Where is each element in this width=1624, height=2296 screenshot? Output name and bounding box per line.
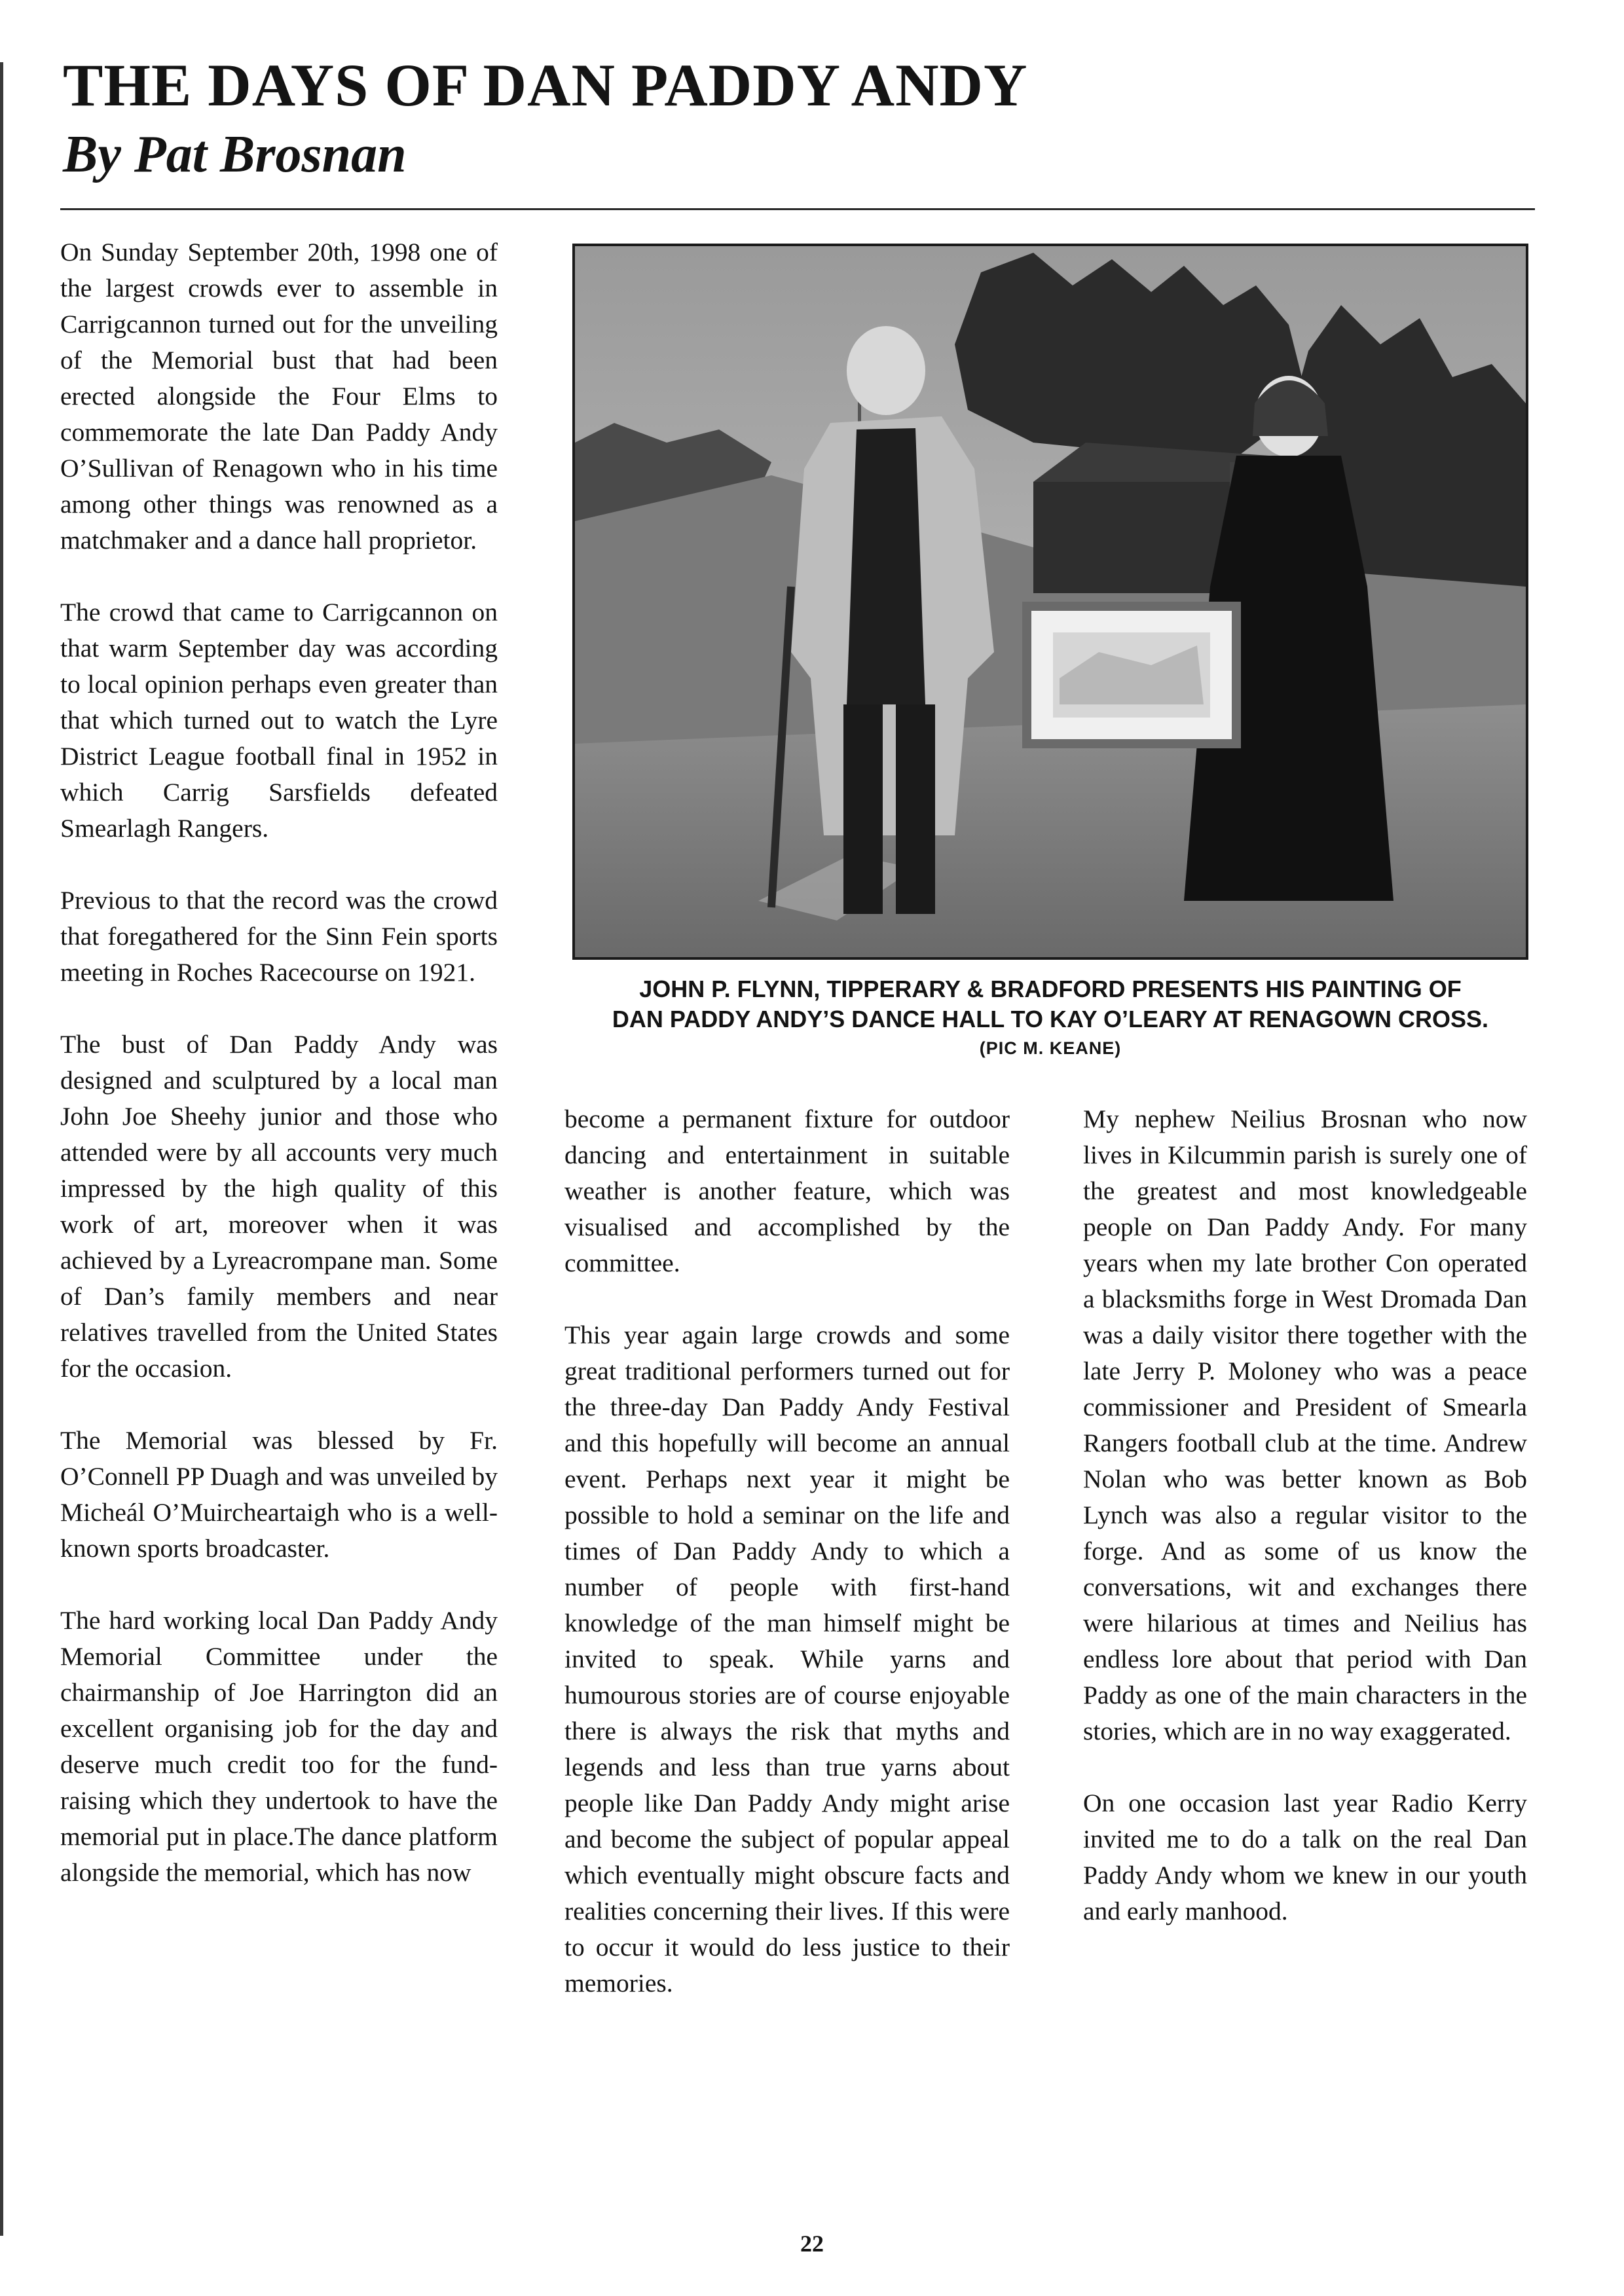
- paragraph: The Memorial was blessed by Fr. O’Connell PP Duagh and was unveiled by Micheál O’Muircheartaigh who is a well-known sports broadcaster.: [60, 1426, 498, 1563]
- page-number: 22: [800, 2231, 824, 2257]
- paragraph: Previous to that the record was the crowd that foregathered for the Sinn Fein sports meeting in Roches Racecourse on 1921.: [60, 886, 498, 987]
- article-title: THE DAYS OF DAN PADDY ANDY: [63, 52, 1028, 118]
- paragraph: This year again large crowds and some great traditional performers turned out for the three-day Dan Paddy Andy Festival and this hopefully will become an annual event. Perhaps next year it might be possible to hold a seminar on the life and times of Dan Paddy Andy to which a number of people with first-hand knowledge of the man himself might be invited to speak. While yarns and humourous stories are of course enjoyable there is always the risk that myths and legends and less than true yarns about people like Dan Paddy Andy might arise and become the subject of popular appeal which eventually might obscure facts and realities concerning their lives. If this were to occur it would do less justice to their memories.: [564, 1321, 1010, 1997]
- article-byline: By Pat Brosnan: [63, 126, 407, 183]
- text-column-3: [1083, 1101, 1527, 1929]
- caption-line: JOHN P. FLYNN, TIPPERARY & BRADFORD PRESENTS HIS PAINTING OF: [639, 975, 1462, 1002]
- text-column-1: [60, 234, 498, 1891]
- header-rule: [60, 208, 1535, 210]
- photo-illustration: [575, 246, 1526, 957]
- paragraph: become a permanent fixture for outdoor dancing and entertainment in suitable weather is another feature, which was visualised and accomplished by the committee.: [564, 1104, 1010, 1277]
- photo-credit: (PIC M. KEANE): [979, 1038, 1122, 1058]
- paragraph: On Sunday September 20th, 1998 one of the largest crowds ever to assemble in Carrigcannon turned out for the unveiling of the Memorial bust that had been erected alongside the Four Elms to commemorate the late Dan Paddy Andy O’Sullivan of Renagown who in his time among other things was renowned as a matchmaker and a dance hall proprietor.: [60, 238, 498, 555]
- photo-caption: [572, 974, 1528, 1034]
- paragraph: The hard working local Dan Paddy Andy Memorial Committee under the chairmanship of Joe Harrington did an excellent organising job for the day and deserve much credit too for the fund-raising which they undertook to have the memorial put in place.The dance platform alongside the memorial, which has now: [60, 1606, 498, 1887]
- paragraph: On one occasion last year Radio Kerry invited me to do a talk on the real Dan Paddy Andy whom we knew in our youth and early manhood.: [1083, 1789, 1527, 1925]
- paragraph: My nephew Neilius Brosnan who now lives in Kilcummin parish is surely one of the greatest and most knowledgeable people on Dan Paddy Andy. For many years when my late brother Con operated a blacksmiths forge in West Dromada Dan was a daily visitor there together with the late Jerry P. Moloney who was a peace commissioner and President of Smearla Rangers football club at the time. Andrew Nolan who was better known as Bob Lynch was also a regular visitor to the forge. And as some of us know the conversations, wit and exchanges there were hilarious at times and Neilius has endless lore about that period with Dan Paddy as one of the main characters in the stories, which are in no way exaggerated.: [1083, 1104, 1527, 1745]
- caption-line: DAN PADDY ANDY’S DANCE HALL TO KAY O’LEARY AT RENAGOWN CROSS.: [612, 1006, 1489, 1032]
- paragraph: The bust of Dan Paddy Andy was designed and sculptured by a local man John Joe Sheehy junior and those who attended were by all accounts very much impressed by the high quality of this work of art, moreover when it was achieved by a Lyreacrompane man. Some of Dan’s family members and near relatives travelled from the United States for the occasion.: [60, 1030, 498, 1383]
- framed-painting: [1027, 606, 1236, 744]
- article-photo: [572, 244, 1528, 960]
- paragraph: The crowd that came to Carrigcannon on that warm September day was according to local opinion perhaps even greater than that which turned out to watch the Lyre District League football final in 1952 in which Carrig Sarsfields defeated Smearlagh Rangers.: [60, 598, 498, 843]
- scan-edge: [0, 62, 3, 2236]
- text-column-2: [564, 1101, 1010, 2001]
